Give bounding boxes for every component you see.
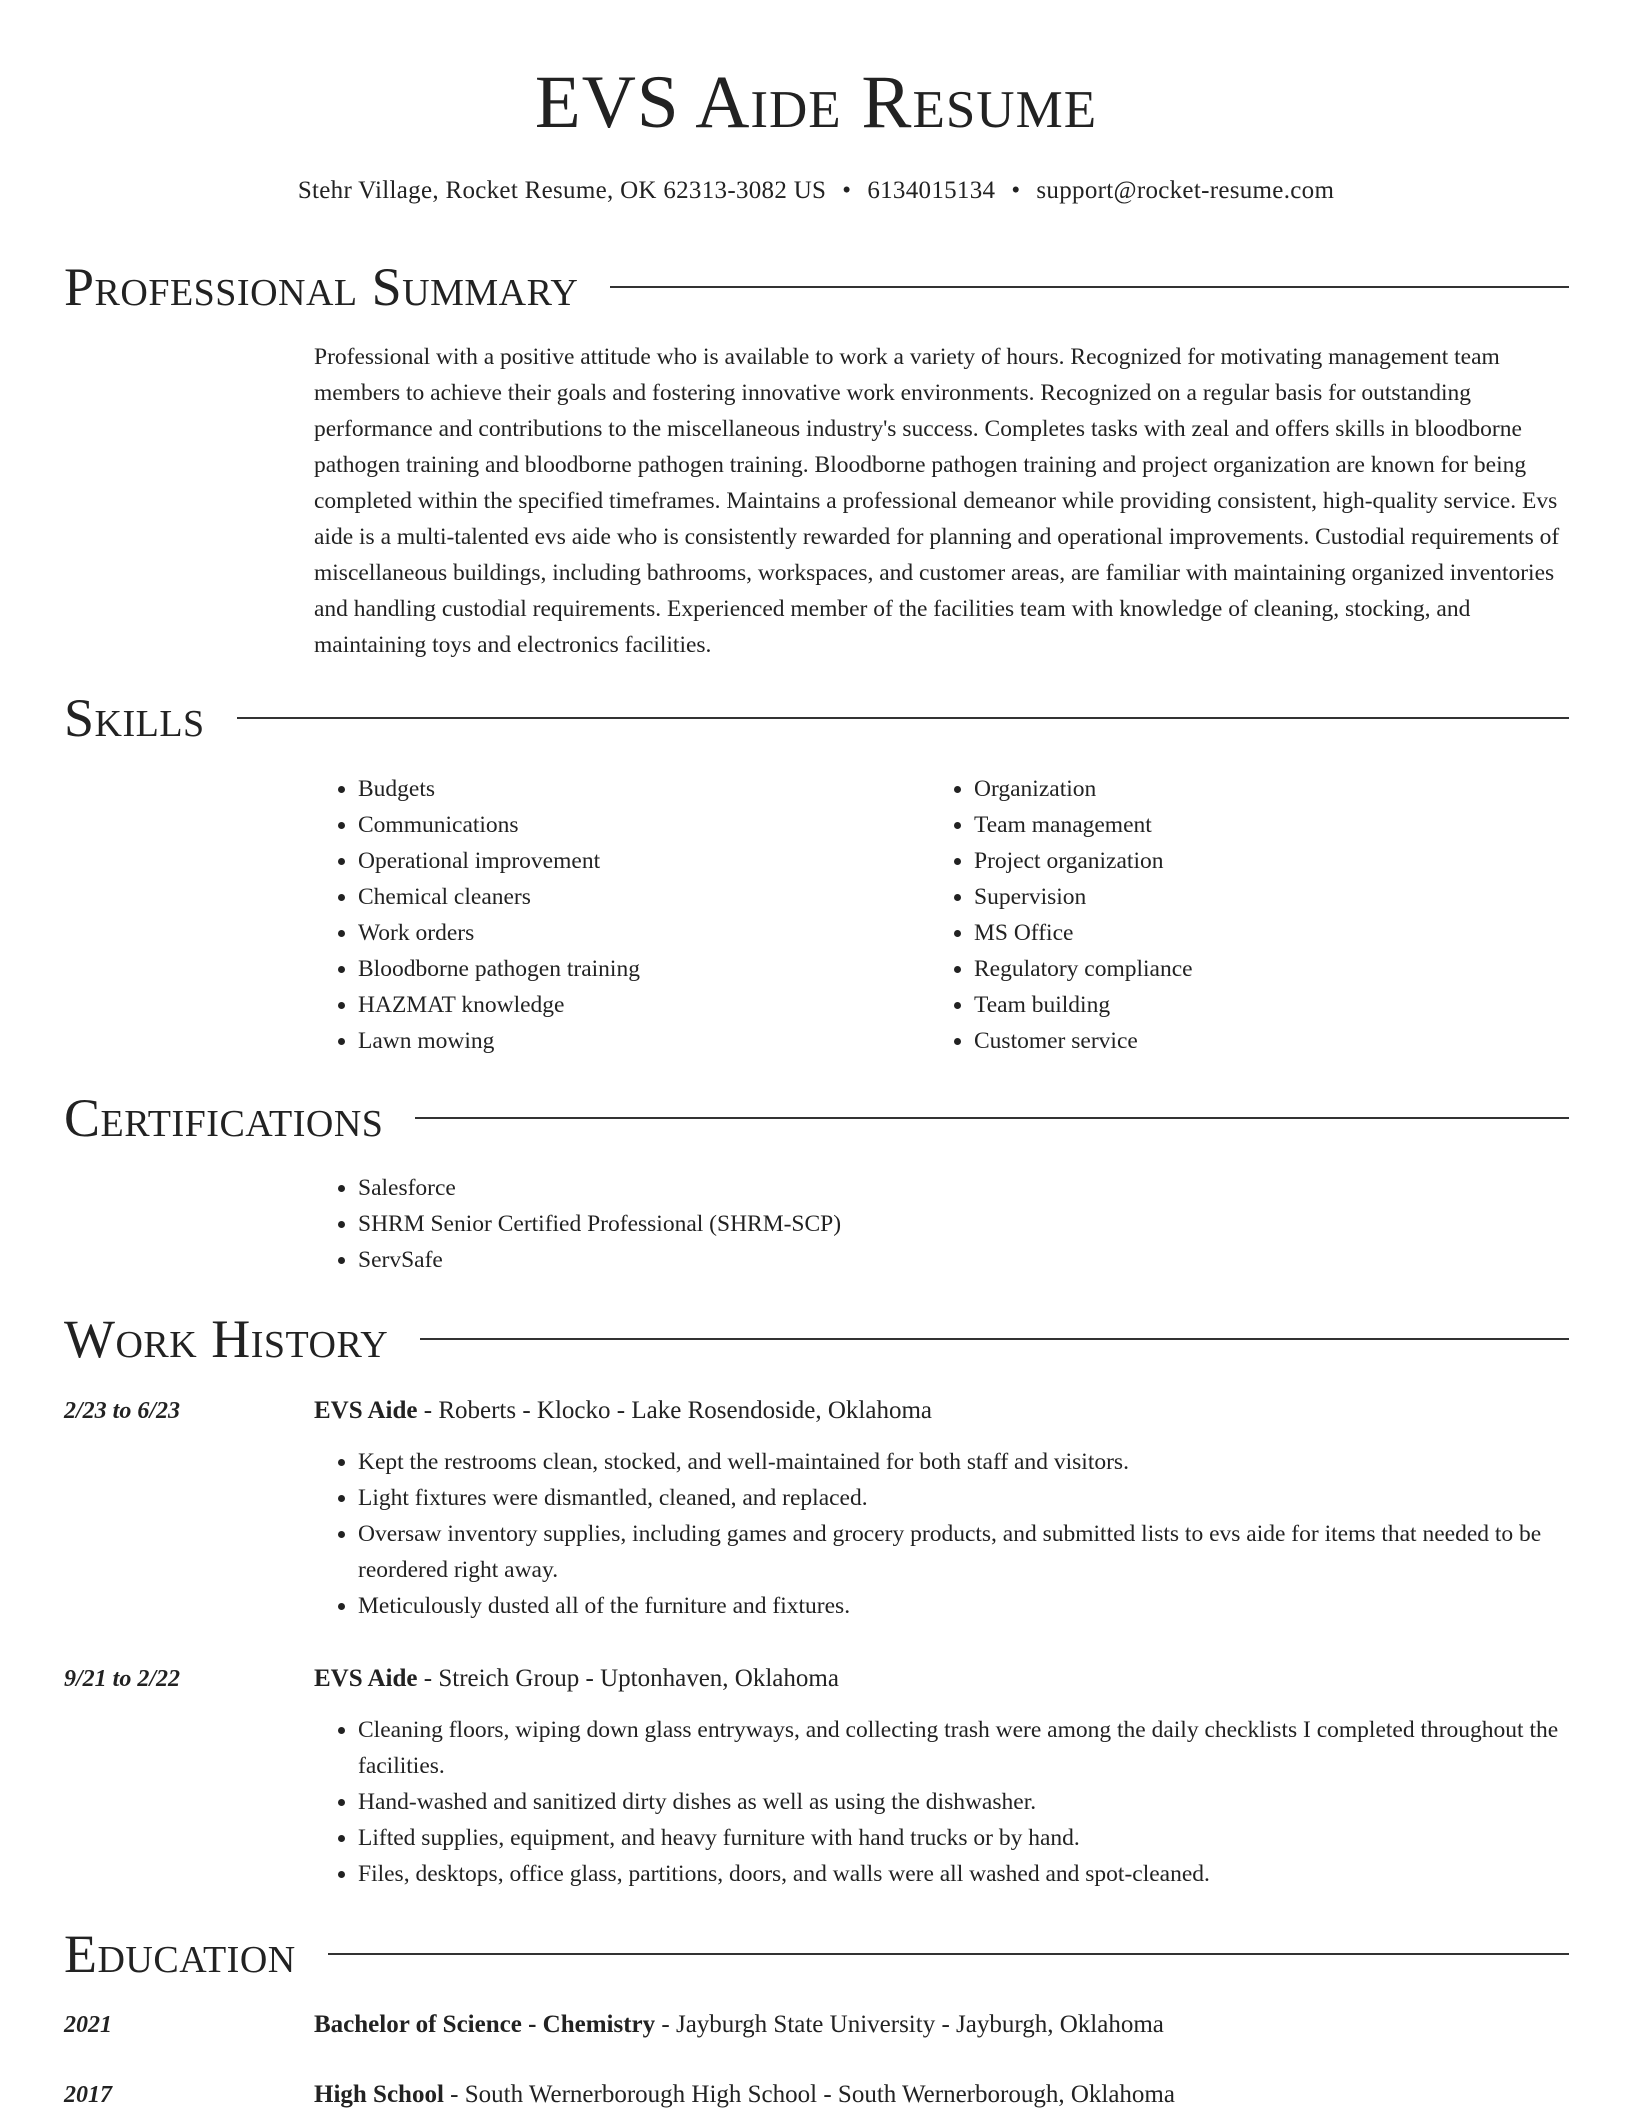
job-dates: 9/21 to 2/22 [64,1666,181,1692]
job-title: EVS Aide [314,1397,418,1424]
contact-separator: • [1011,177,1021,204]
job-bullet: • Files, desktops, office glass, partitions, doors, and walls were all washed and spot-cleaned. [358,1856,1569,1892]
skills-list-right [930,771,1530,1059]
skill-item: • Work orders [358,915,914,951]
job-heading [314,1662,1569,1696]
job-details: - Streich Group - Uptonhaven, Oklahoma [417,1665,839,1692]
job-bullet: • Meticulously dusted all of the furniture and fixtures. [358,1588,1569,1624]
skill-item: • Project organization [974,843,1530,879]
certifications-list [314,1170,1569,1278]
skill-item: • Chemical cleaners [358,879,914,915]
section-title-skills: Skills [64,688,205,748]
skills-section-header [64,688,1569,748]
section-title-summary: Professional Summary [64,257,579,317]
job-dates: 2/23 to 6/23 [64,1398,181,1424]
job-bullets [314,1712,1569,1892]
job-heading [314,1394,1569,1428]
job-bullet: • Light fixtures were dismantled, cleaned, and replaced. [358,1480,1569,1516]
certifications-section-header [64,1088,1569,1148]
education-details: - South Wernerborough High School - South Wernerborough, Oklahoma [443,2081,1175,2108]
section-divider [415,1117,1569,1119]
contact-address: Stehr Village, Rocket Resume, OK 62313-3082 US [297,177,827,204]
education-year: 2021 [64,2012,112,2038]
summary-text: Professional with a positive attitude who is available to work a variety of hours. Recognized for motivating management team members to achieve their goals and fostering innovative work environments. Recognized on a regular basis for outstanding performance and contributions to the miscellaneous industry's success. Completes tasks with zeal and offers skills in bloodborne pathogen training and bloodborne pathogen training. Bloodborne pathogen training and project organization are known for being completed within the specified timeframes. Maintains a professional demeanor while providing consistent, high-quality service. Evs aide is a multi-talented evs aide who is consistently rewarded for planning and operational improvements. Custodial requirements of miscellaneous buildings, including bathrooms, workspaces, and customer areas, are familiar with maintaining organized inventories and handling custodial requirements. Experienced member of the facilities team with knowledge of cleaning, stocking, and maintaining toys and electronics facilities. [314,344,1560,658]
skill-item: • MS Office [974,915,1530,951]
skill-item: • Communications [358,807,914,843]
skill-item: • Customer service [974,1023,1530,1059]
section-title-work-history: Work History [64,1309,389,1369]
skills-list-left [314,771,914,1059]
education-year: 2017 [64,2082,112,2108]
skill-item: • Lawn mowing [358,1023,914,1059]
job-details: - Roberts - Klocko - Lake Rosendoside, Oklahoma [417,1397,932,1424]
education-section-header [64,1924,1569,1984]
certification-item: • SHRM Senior Certified Professional (SHRM-SCP) [358,1206,1569,1242]
skill-item: • Regulatory compliance [974,951,1530,987]
job-bullet: • Kept the restrooms clean, stocked, and well-maintained for both staff and visitors. [358,1444,1569,1480]
work-history-section-header [64,1309,1569,1369]
section-divider [237,717,1569,719]
summary-section-header [64,257,1569,317]
skill-item: • Operational improvement [358,843,914,879]
education-details: - Jayburgh State University - Jayburgh, Oklahoma [655,2011,1164,2038]
section-title-certifications: Certifications [64,1088,384,1148]
section-divider [610,286,1569,288]
skill-item: • Budgets [358,771,914,807]
certification-item: • Salesforce [358,1170,1569,1206]
job-bullets [314,1444,1569,1624]
job-bullet: • Hand-washed and sanitized dirty dishes as well as using the dishwasher. [358,1784,1569,1820]
skill-item: • HAZMAT knowledge [358,987,914,1023]
job-bullet: • Cleaning floors, wiping down glass entryways, and collecting trash were among the daily checklists I completed throughout the facilities. [358,1712,1569,1784]
resume-title: EVS Aide Resume [534,61,1098,144]
certification-item: • ServSafe [358,1242,1569,1278]
skill-item: • Bloodborne pathogen training [358,951,914,987]
job-bullet: • Lifted supplies, equipment, and heavy furniture with hand trucks or by hand. [358,1820,1569,1856]
section-title-education: Education [64,1924,296,1984]
skill-item: • Team building [974,987,1530,1023]
education-heading [314,2008,1569,2042]
section-divider [328,1953,1569,1955]
education-heading [314,2078,1569,2112]
contact-line [0,175,1632,207]
contact-separator: • [842,177,852,204]
contact-email[interactable]: support@rocket-resume.com [1036,177,1335,204]
job-bullet: • Oversaw inventory supplies, including games and grocery products, and submitted lists to evs aide for items that needed to be reordered right away. [358,1516,1569,1588]
education-degree: High School [314,2081,444,2108]
skill-item: • Supervision [974,879,1530,915]
job-title: EVS Aide [314,1665,418,1692]
skill-item: • Organization [974,771,1530,807]
contact-phone: 6134015134 [867,177,996,204]
section-divider [420,1338,1569,1340]
skill-item: • Team management [974,807,1530,843]
education-degree: Bachelor of Science - Chemistry [314,2011,656,2038]
